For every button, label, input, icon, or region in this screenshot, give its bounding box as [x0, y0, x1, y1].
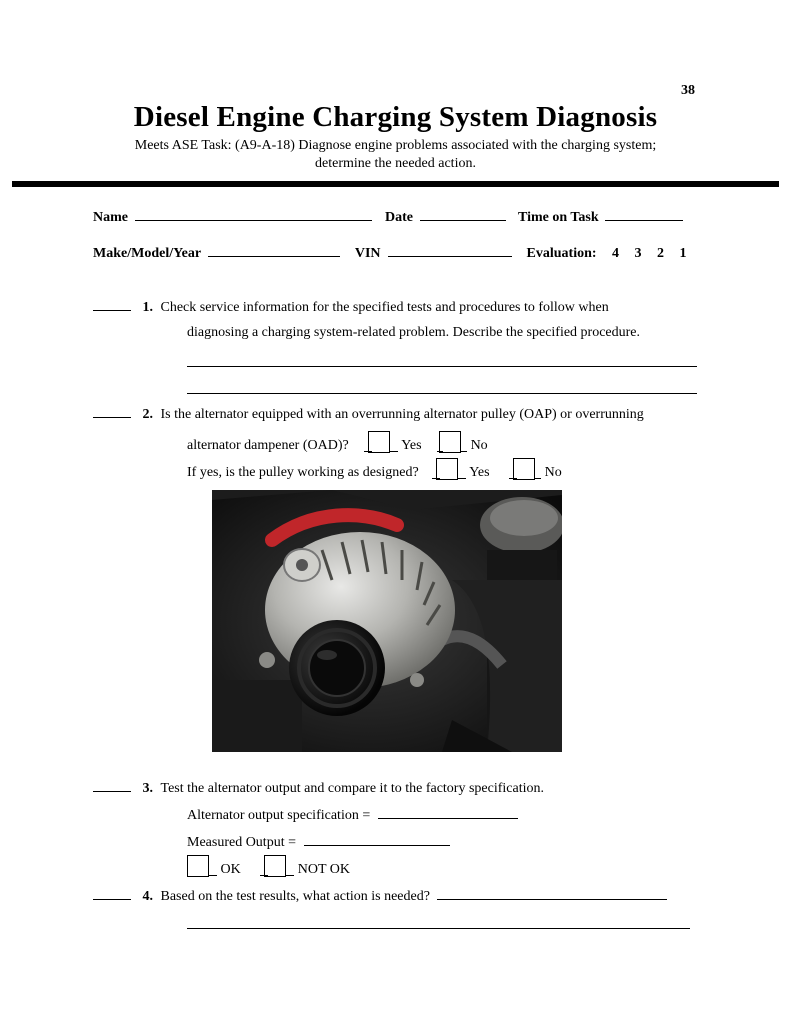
- q1-text-line-2: diagnosing a charging system-related problem. Describe the specified procedure.: [187, 325, 641, 340]
- time-on-task-field[interactable]: [605, 208, 683, 221]
- q3-number: 3.: [142, 781, 153, 796]
- q3-not-ok-underline-end: [286, 874, 294, 876]
- page-number: 38: [681, 83, 695, 98]
- q2-yes-label: Yes: [401, 438, 422, 453]
- q4-number: 4.: [142, 889, 153, 904]
- q3-measured-label: Measured Output =: [187, 835, 296, 850]
- q2-no-underline-end: [461, 450, 467, 452]
- question-3: [93, 779, 544, 797]
- date-field[interactable]: [420, 208, 506, 221]
- q3-spec-field[interactable]: [378, 806, 518, 819]
- q2-pulley-no-label: No: [544, 465, 562, 480]
- q4-check-blank[interactable]: [93, 887, 131, 900]
- name-field[interactable]: [135, 208, 372, 221]
- info-row-2: [93, 244, 687, 262]
- q3-result-row: [187, 855, 350, 878]
- q2-yes-checkbox[interactable]: [368, 431, 390, 453]
- q3-measured-row: [187, 833, 450, 851]
- header-divider: [12, 181, 779, 187]
- question-1: [93, 298, 609, 316]
- q2-row-oap: [187, 431, 488, 454]
- q2-text-line-1: Is the alternator equipped with an overrunning alternator pulley (OAP) or overrunning: [160, 407, 644, 422]
- evaluation-score-1[interactable]: 1: [679, 246, 687, 261]
- info-row-1: [93, 208, 683, 226]
- evaluation-score-2[interactable]: 2: [657, 246, 665, 261]
- q1-check-blank[interactable]: [93, 298, 131, 311]
- q2-pulley-no-checkbox[interactable]: [513, 458, 535, 480]
- page-title: Diesel Engine Charging System Diagnosis: [133, 101, 658, 133]
- q2-row-pulley: [187, 458, 562, 481]
- q3-text-line-1: Test the alternator output and compare it to the factory specification.: [160, 781, 544, 796]
- q2-pulley-yes-label: Yes: [469, 465, 490, 480]
- make-model-year-field[interactable]: [208, 244, 340, 257]
- q3-measured-field[interactable]: [304, 833, 450, 846]
- q2-no-label: No: [470, 438, 488, 453]
- q2-check-blank[interactable]: [93, 405, 131, 418]
- page-subtitle: [60, 137, 731, 173]
- q3-check-blank[interactable]: [93, 779, 131, 792]
- q3-not-ok-checkbox[interactable]: [264, 855, 286, 877]
- alternator-photo: [212, 490, 562, 752]
- q2-pulley-yes-checkbox[interactable]: [436, 458, 458, 480]
- subtitle-line-1: Meets ASE Task: (A9-A-18) Diagnose engine problems associated with the charging system;: [134, 138, 657, 153]
- q2-yes-underline-end: [390, 450, 398, 452]
- q3-ok-label: OK: [220, 862, 241, 877]
- evaluation-score-3[interactable]: 3: [634, 246, 642, 261]
- q4-text-line-1: Based on the test results, what action is needed?: [160, 889, 430, 904]
- q2-pulley-no-underline-end: [535, 477, 541, 479]
- q4-answer-line-2[interactable]: [187, 928, 690, 929]
- question-4: [93, 887, 667, 905]
- q3-spec-row: [187, 806, 518, 824]
- q3-not-ok-label: NOT OK: [297, 862, 350, 877]
- q2-text-line-2: alternator dampener (OAD)?: [187, 438, 349, 453]
- q1-answer-line-2[interactable]: [187, 393, 697, 394]
- subtitle-line-2: determine the needed action.: [315, 156, 476, 171]
- make-model-year-label: Make/Model/Year: [93, 246, 201, 261]
- evaluation-score-4[interactable]: 4: [612, 246, 620, 261]
- name-label: Name: [93, 210, 128, 225]
- q1-number: 1.: [142, 300, 153, 315]
- q3-ok-underline: [209, 874, 217, 876]
- time-on-task-label: Time on Task: [518, 210, 599, 225]
- evaluation-label: Evaluation:: [526, 246, 597, 261]
- q2-no-checkbox[interactable]: [439, 431, 461, 453]
- q2-number: 2.: [142, 407, 153, 422]
- q4-answer-field[interactable]: [437, 887, 667, 900]
- vin-label: VIN: [354, 246, 381, 261]
- q2-pulley-yes-underline-end: [458, 477, 466, 479]
- q3-ok-checkbox[interactable]: [187, 855, 209, 877]
- q3-spec-label: Alternator output specification =: [187, 808, 371, 823]
- q1-text-line-1: Check service information for the specified tests and procedures to follow when: [160, 300, 609, 315]
- date-label: Date: [385, 210, 413, 225]
- q1-answer-line-1[interactable]: [187, 366, 697, 367]
- alternator-illustration: [212, 490, 562, 752]
- q2-text-line-3: If yes, is the pulley working as designed?: [187, 465, 419, 480]
- vin-field[interactable]: [388, 244, 512, 257]
- question-2: [93, 405, 644, 423]
